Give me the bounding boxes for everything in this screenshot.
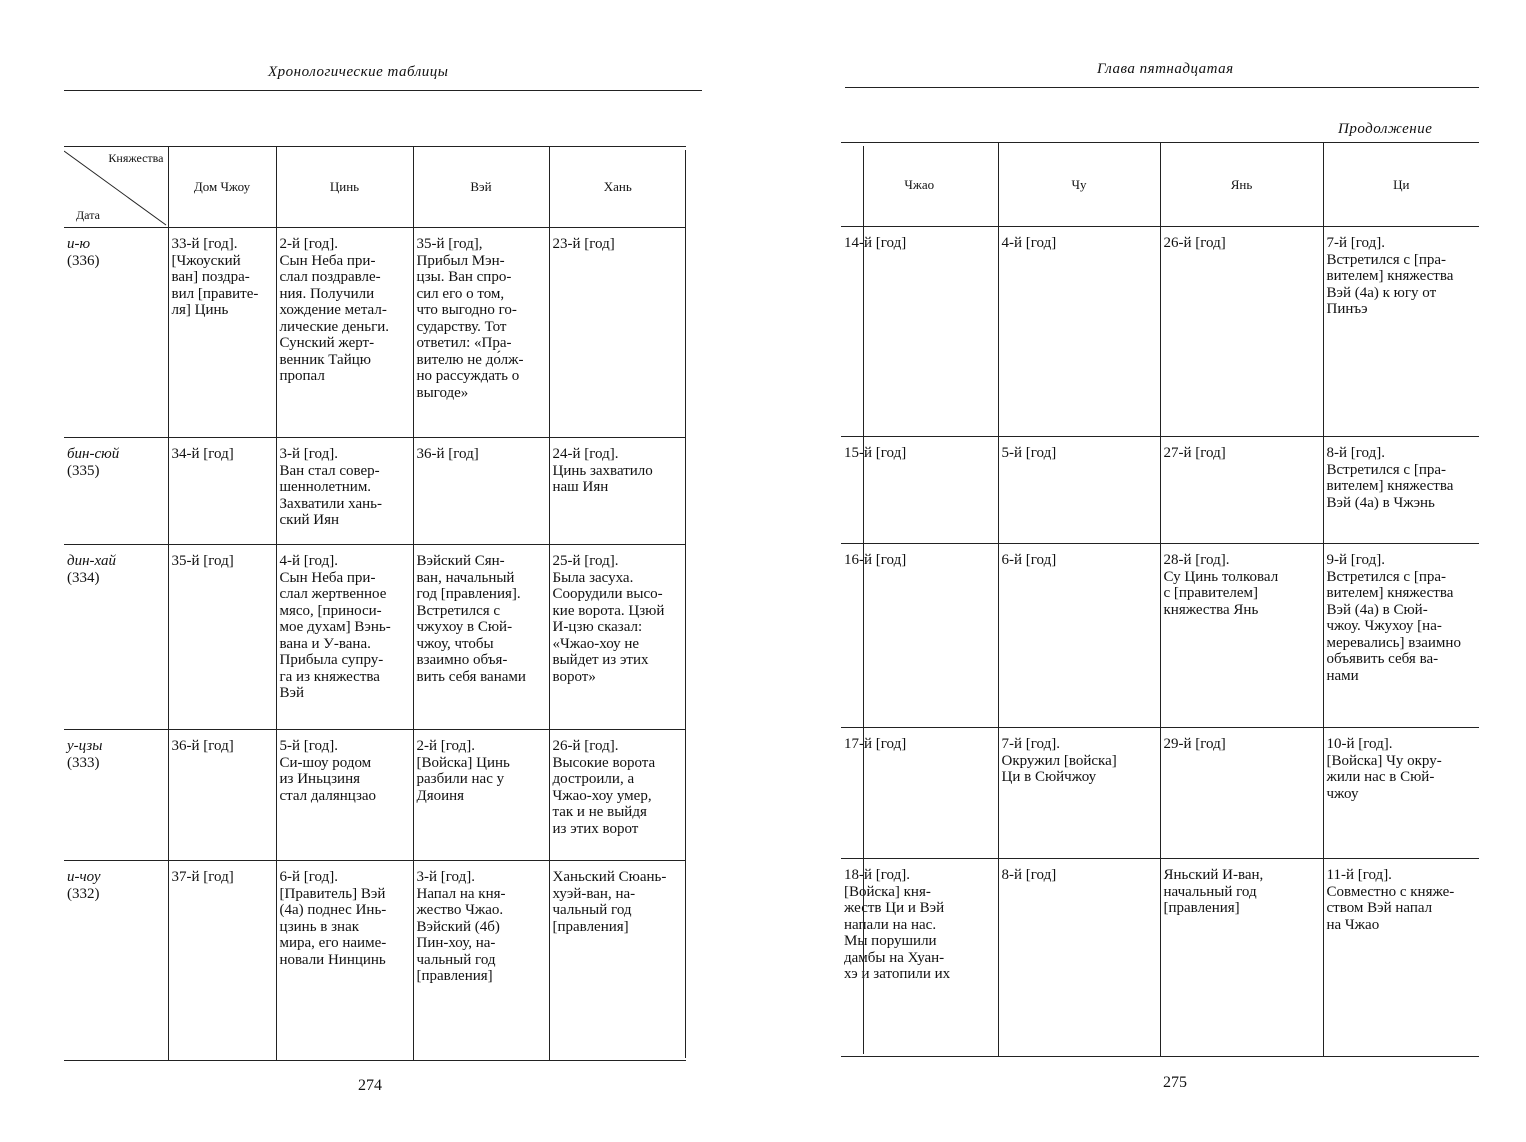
date-cell	[64, 438, 168, 545]
chronology-table	[64, 146, 686, 1061]
table-cell: 6-й [год]	[998, 544, 1160, 728]
table-cell: 36-й [год]	[413, 438, 549, 545]
page-number: 275	[1163, 1074, 1187, 1091]
cyclic-date: у-цзы	[67, 738, 103, 754]
table-cell: 9-й [год]. Встретился с [пра- вителем] княжества Вэй (4а) в Сюй- чжоу. Чжухоу [на- меревались] взаимно объявить себя ва- нами	[1323, 544, 1479, 728]
column-header: Чу	[998, 143, 1160, 227]
date-cell	[64, 545, 168, 730]
running-head: Хронологические таблицы	[268, 64, 449, 80]
table-cell: 25-й [год]. Была засуха. Соорудили высо- кие ворота. Цзюй И-цзю сказал: «Чжао-хоу не выйдет из этих ворот»	[549, 545, 686, 730]
table-cell: 17-й [год]	[841, 728, 998, 859]
table-cell: 14-й [год]	[841, 227, 998, 437]
year-bc: (336)	[67, 252, 100, 269]
cyclic-date: и-чоу	[67, 869, 101, 885]
table-cell: 26-й [год]	[1160, 227, 1323, 437]
table-right-edge	[685, 150, 686, 1058]
right-page	[763, 0, 1526, 1142]
table-cell: 29-й [год]	[1160, 728, 1323, 859]
table-cell: 2-й [год]. Сын Неба при- слал поздравле- ния. Получили хождение метал- лические деньги. Сунский жерт- венник Тайцю пропал	[276, 228, 413, 438]
header-rule	[64, 90, 702, 91]
table-cell: 23-й [год]	[549, 228, 686, 438]
table-cell: 18-й [год]. [Войска] кня- жеств Ци и Вэй напали на нас. Мы порушили дамбы на Хуан- хэ и затопили их	[841, 859, 998, 1057]
date-cell	[64, 730, 168, 861]
year-bc: (333)	[67, 754, 100, 771]
table-cell: 24-й [год]. Цинь захватило наш Иян	[549, 438, 686, 545]
table-row	[841, 859, 1479, 1057]
table-row	[64, 861, 686, 1061]
column-header: Вэй	[413, 147, 549, 228]
table-cell: 7-й [год]. Окружил [войска] Ци в Сюйчжоу	[998, 728, 1160, 859]
table-cell: 11-й [год]. Совместно с княже- ством Вэй напал на Чжао	[1323, 859, 1479, 1057]
table-cell: Вэйский Сян- ван, начальный год [правления]. Встретился с чжухоу в Сюй- чжоу, чтобы взаимно объя- вить себя ванами	[413, 545, 549, 730]
table-cell: 8-й [год]. Встретился с [пра- вителем] княжества Вэй (4а) в Чжэнь	[1323, 437, 1479, 544]
table-left-edge	[863, 146, 864, 1054]
table-cell: 34-й [год]	[168, 438, 276, 545]
cyclic-date: дин-хай	[67, 553, 116, 569]
table-cell: 10-й [год]. [Войска] Чу окру- жили нас в Сюй- чжоу	[1323, 728, 1479, 859]
table-cell: 5-й [год]	[998, 437, 1160, 544]
table-cell: Ханьский Сюань- хуэй-ван, на- чальный год [правления]	[549, 861, 686, 1061]
column-header: Ци	[1323, 143, 1479, 227]
table-cell: 3-й [год]. Ван стал совер- шеннолетним. Захватили хань- ский Иян	[276, 438, 413, 545]
cyclic-date: и-ю	[67, 236, 91, 252]
table-cell: 3-й [год]. Напал на кня- жество Чжао. Вэйский (4б) Пин-хоу, на- чальный год [правления]	[413, 861, 549, 1061]
running-head: Глава пятнадцатая	[1097, 61, 1234, 77]
table-cell: 5-й [год]. Си-шоу родом из Иньцзиня стал далянцзао	[276, 730, 413, 861]
table-row	[841, 728, 1479, 859]
header-rule	[845, 87, 1479, 88]
header-corner-cell	[64, 147, 168, 228]
table-cell: 33-й [год]. [Чжоуский ван] поздра- вил [правите- ля] Цинь	[168, 228, 276, 438]
cyclic-date: бин-сюй	[67, 446, 120, 462]
table-cell: 16-й [год]	[841, 544, 998, 728]
column-header: Чжао	[841, 143, 998, 227]
table-cell: 15-й [год]	[841, 437, 998, 544]
table-cell: 37-й [год]	[168, 861, 276, 1061]
corner-label-states: Княжества	[108, 151, 164, 165]
table-cell: 35-й [год]	[168, 545, 276, 730]
corner-label-date: Дата	[76, 208, 100, 222]
table-row	[64, 545, 686, 730]
table-cell: Яньский И-ван, начальный год [правления]	[1160, 859, 1323, 1057]
column-header: Янь	[1160, 143, 1323, 227]
table-row	[64, 228, 686, 438]
chronology-table	[841, 142, 1479, 1057]
table-cell: 2-й [год]. [Войска] Цинь разбили нас у Дяоиня	[413, 730, 549, 861]
table-cell: 4-й [год]. Сын Неба при- слал жертвенное мясо, [приноси- мое духам] Вэнь- вана и У-вана. Прибыла супру- га из княжества Вэй	[276, 545, 413, 730]
table-cell: 27-й [год]	[1160, 437, 1323, 544]
table-cell: 8-й [год]	[998, 859, 1160, 1057]
column-header: Хань	[549, 147, 686, 228]
date-cell	[64, 861, 168, 1061]
year-bc: (334)	[67, 569, 100, 586]
table-cell: 28-й [год]. Су Цинь толковал с [правителем] княжества Янь	[1160, 544, 1323, 728]
table-row	[841, 227, 1479, 437]
table-cell: 26-й [год]. Высокие ворота достроили, а Чжао-хоу умер, так и не выйдя из этих ворот	[549, 730, 686, 861]
column-header: Дом Чжоу	[168, 147, 276, 228]
table-cell: 35-й [год], Прибыл Мэн- цзы. Ван спро- сил его о том, что выгодно го- сударству. Тот ответил: «Пра- вителю не до́лж- но рассуждать о выгоде»	[413, 228, 549, 438]
table-row	[841, 544, 1479, 728]
table-cell: 4-й [год]	[998, 227, 1160, 437]
table-row	[64, 438, 686, 545]
table-cell: 36-й [год]	[168, 730, 276, 861]
year-bc: (335)	[67, 462, 100, 479]
table-cell: 6-й [год]. [Правитель] Вэй (4а) поднес Инь- цзинь в знак мира, его наиме- новали Нинцинь	[276, 861, 413, 1061]
column-header: Цинь	[276, 147, 413, 228]
continued-label: Продолжение	[1338, 121, 1433, 137]
date-cell	[64, 228, 168, 438]
table-cell: 7-й [год]. Встретился с [пра- вителем] княжества Вэй (4а) к югу от Пинъэ	[1323, 227, 1479, 437]
year-bc: (332)	[67, 885, 100, 902]
table-row	[64, 730, 686, 861]
table-row	[841, 437, 1479, 544]
page-number: 274	[358, 1077, 382, 1094]
